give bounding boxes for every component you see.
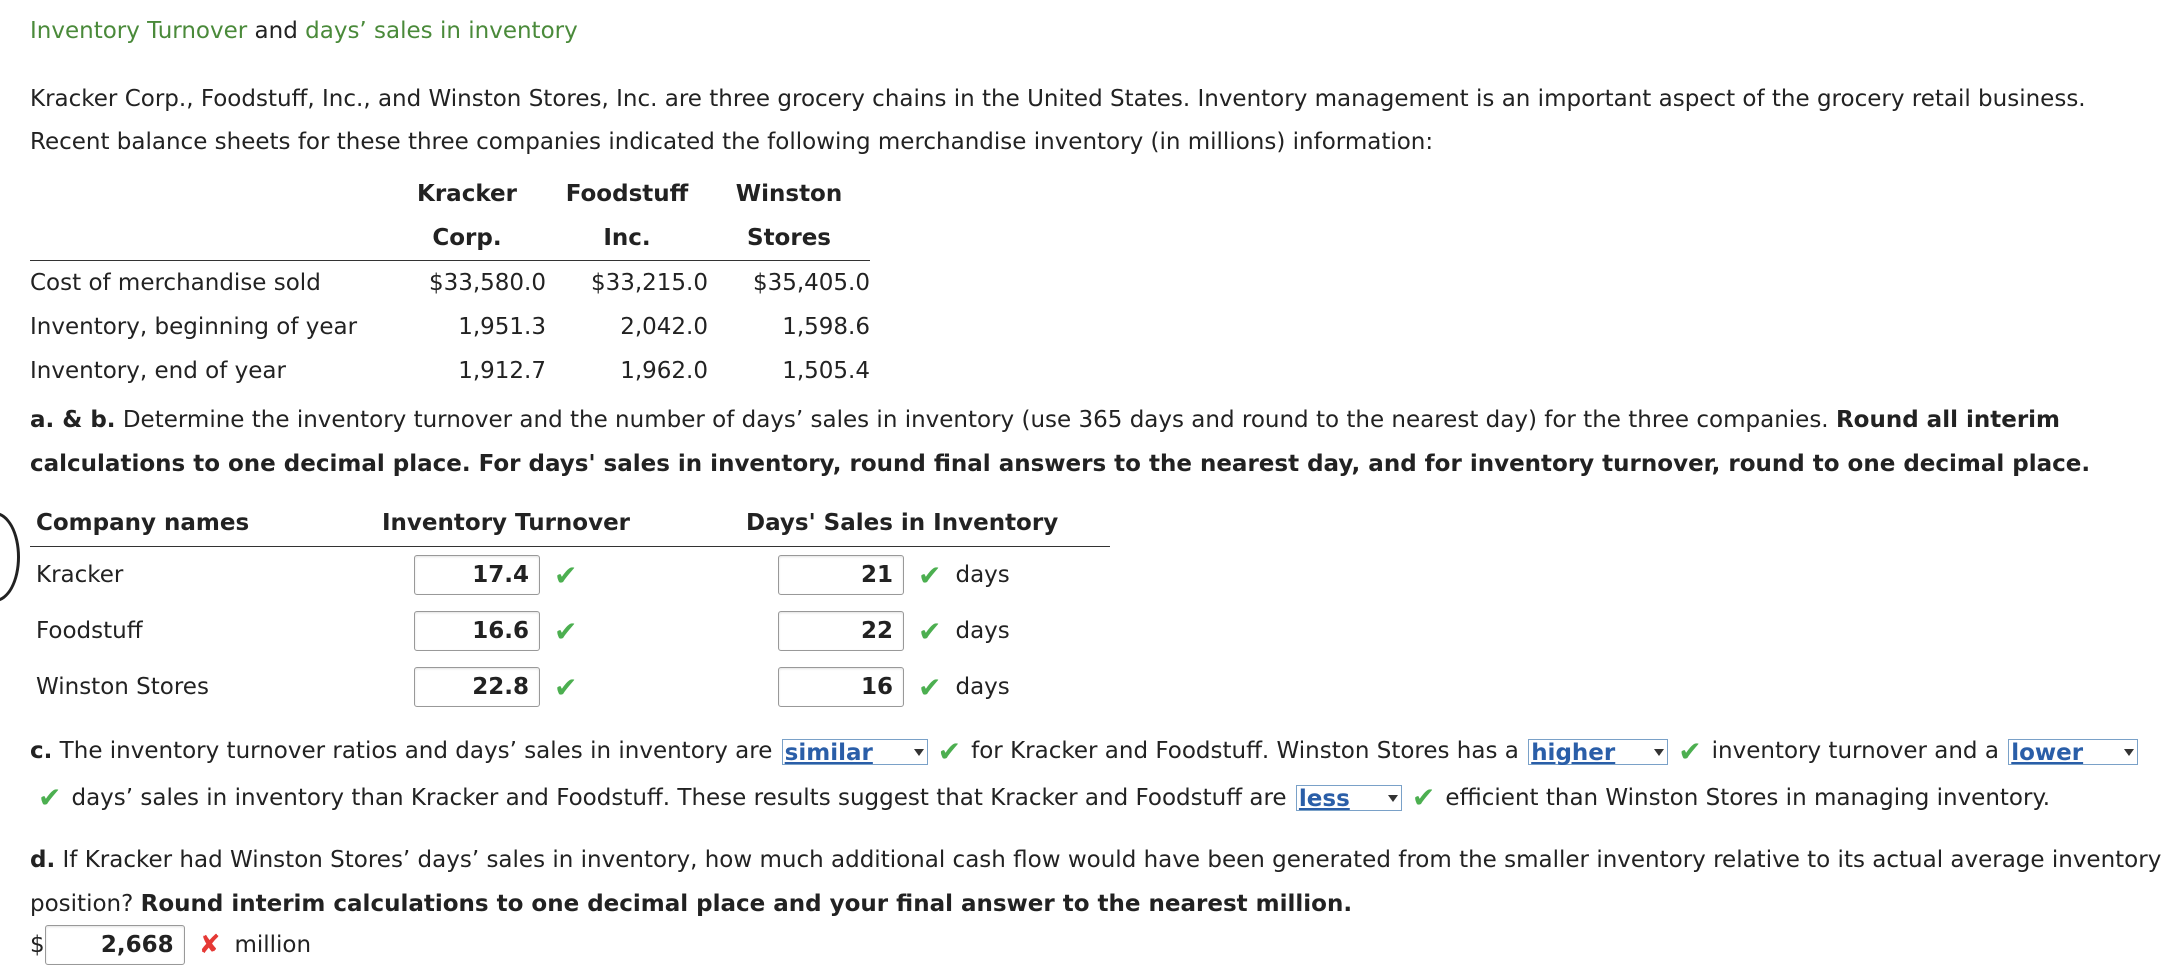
table-row	[30, 349, 870, 393]
cash-flow-input[interactable]: 2,668	[45, 925, 185, 965]
cell-value: 1,598.6	[782, 314, 870, 340]
question-c-text-1: The inventory turnover ratios and days’ sales in inventory are	[52, 738, 780, 764]
cell-value: 1,951.3	[458, 314, 546, 340]
question-c-prefix: c.	[30, 738, 53, 764]
question-c-text-4: days’ sales in inventory than Kracker and Foodstuff. These results suggest that Kracker and Foodstuff are	[71, 784, 1294, 811]
answer-table-header	[30, 500, 1110, 547]
days-input-kracker[interactable]: 21	[778, 555, 904, 595]
header-kracker-line2: Corp.	[388, 216, 546, 261]
dropdown-similarity[interactable]	[782, 739, 928, 765]
check-icon: ✔	[918, 670, 942, 704]
turnover-input-winston[interactable]: 22.8	[414, 667, 540, 707]
question-c-text-5: efficient than Winston Stores in managing inventory.	[1445, 784, 2051, 811]
answer-row-winston	[30, 659, 1110, 715]
check-icon: ✔	[918, 614, 942, 648]
answer-row-foodstuff	[30, 603, 1110, 659]
cell-value: $33,580.0	[428, 270, 546, 296]
chevron-down-icon	[1654, 749, 1664, 756]
million-unit: million	[234, 932, 312, 958]
cell-value: $35,405.0	[752, 270, 870, 296]
answer-row-kracker	[30, 547, 1110, 603]
company-name: Kracker	[36, 562, 124, 588]
days-input-winston[interactable]: 16	[778, 667, 904, 707]
check-icon: ✔	[554, 558, 578, 592]
row-label: Cost of merchandise sold	[30, 270, 321, 296]
dropdown-similarity-value: similar	[784, 739, 873, 766]
header-company-names: Company names	[36, 510, 250, 536]
check-icon: ✔	[1678, 734, 1702, 768]
cell-value: 1,912.7	[458, 358, 546, 384]
question-c	[30, 728, 2170, 821]
chevron-down-icon	[1388, 795, 1398, 802]
check-icon: ✔	[1411, 781, 1436, 814]
title-link-inventory-turnover[interactable]: Inventory Turnover	[30, 18, 248, 44]
check-icon: ✔	[918, 558, 942, 592]
days-unit: days	[955, 562, 1010, 588]
dropdown-efficiency[interactable]	[1296, 785, 1402, 811]
question-ab-instructions: Round all interim calculations to one decimal place. For days' sales in inventory, round final answers to the nearest day, and for inventory turnover, round to one decimal place.	[30, 407, 2091, 477]
header-inventory-turnover: Inventory Turnover	[382, 510, 631, 536]
dropdown-turnover-comparison[interactable]	[1528, 739, 1668, 765]
days-unit: days	[955, 618, 1010, 644]
row-label: Inventory, beginning of year	[30, 314, 358, 340]
cell-value: $33,215.0	[590, 270, 708, 296]
question-d-answer	[30, 924, 311, 966]
dropdown-days-comparison[interactable]	[2008, 739, 2138, 765]
header-winston-line1: Winston	[735, 181, 843, 207]
header-foodstuff-line1: Foodstuff	[565, 181, 689, 207]
row-label: Inventory, end of year	[30, 358, 286, 384]
cell-value: 1,505.4	[782, 358, 870, 384]
check-icon: ✔	[937, 734, 962, 768]
currency-symbol: $	[30, 932, 45, 958]
table-row	[30, 305, 870, 349]
days-input-foodstuff[interactable]: 22	[778, 611, 904, 651]
header-winston-line2: Stores	[708, 216, 870, 261]
page-title	[30, 18, 578, 44]
header-kracker-line1: Kracker	[417, 181, 517, 207]
question-d-text: If Kracker had Winston Stores’ days’ sales in inventory, how much additional cash flow would have been generated from the smaller inventory relative to its actual average inventory position?	[30, 847, 2162, 917]
question-d-instructions: Round interim calculations to one decimal place and your final answer to the nearest million.	[140, 891, 1353, 917]
chevron-down-icon	[914, 749, 924, 756]
header-foodstuff-line2: Inc.	[546, 216, 708, 261]
cell-value: 1,962.0	[620, 358, 708, 384]
cell-value: 2,042.0	[620, 314, 708, 340]
inventory-data-table	[30, 172, 870, 393]
focus-ring-fragment	[0, 512, 20, 602]
dropdown-efficiency-value: less	[1298, 786, 1350, 812]
question-ab-text: Determine the inventory turnover and the number of days’ sales in inventory (use 365 days and round to the nearest day) for the three companies.	[115, 407, 1836, 433]
incorrect-x-icon: ✘	[198, 930, 221, 960]
intro-paragraph: Kracker Corp., Foodstuff, Inc., and Winston Stores, Inc. are three grocery chains in the United States. Inventory management is an important aspect of the grocery retail business. Recent balance sheets for these three companies indicated the following merchandise inventory (in millions) information:	[30, 86, 2086, 155]
company-name: Foodstuff	[36, 618, 143, 644]
header-days-sales: Days' Sales in Inventory	[746, 510, 1059, 536]
title-link-days-sales[interactable]: days’ sales in inventory	[305, 18, 578, 44]
question-c-text-2: for Kracker and Foodstuff. Winston Stores has a	[971, 738, 1527, 764]
check-icon: ✔	[554, 614, 578, 648]
days-unit: days	[955, 674, 1010, 700]
table-row	[30, 261, 870, 306]
chevron-down-icon	[2124, 749, 2134, 756]
turnover-input-kracker[interactable]: 17.4	[414, 555, 540, 595]
title-and: and	[254, 18, 298, 44]
check-icon: ✔	[554, 670, 578, 704]
question-d-prefix: d.	[30, 847, 56, 873]
turnover-input-foodstuff[interactable]: 16.6	[414, 611, 540, 651]
question-c-text-3: inventory turnover and a	[1711, 738, 2007, 764]
company-name: Winston Stores	[36, 674, 209, 700]
dropdown-days-comparison-value: lower	[2011, 739, 2084, 766]
check-icon: ✔	[38, 781, 62, 814]
question-ab	[30, 398, 2160, 486]
question-ab-prefix: a. & b.	[30, 407, 116, 433]
dropdown-turnover-comparison-value: higher	[1531, 739, 1616, 766]
answer-table	[30, 500, 1110, 715]
question-d	[30, 838, 2170, 926]
